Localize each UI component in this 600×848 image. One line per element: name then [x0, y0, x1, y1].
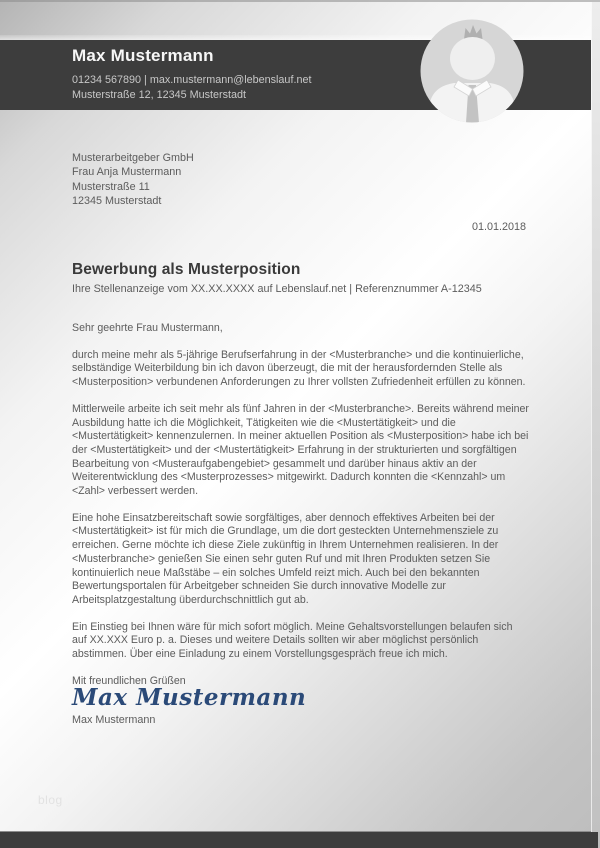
person-with-crown-icon [420, 19, 524, 123]
handwritten-signature: Max Mustermann [72, 684, 307, 712]
subject-block [72, 261, 528, 295]
signature-printed-name: Max Mustermann [72, 714, 156, 727]
page-top-edge [0, 0, 600, 2]
sender-header [72, 46, 311, 102]
page-right-edge [591, 2, 600, 832]
sender-address: Musterstraße 12, 12345 Musterstadt [72, 88, 247, 101]
head-shape [450, 37, 495, 80]
body-paragraph: Ein Einstieg bei Ihnen wäre für mich sofort möglich. Meine Gehaltsvorstellungen belaufen sich auf XX.XXX Euro p. a. Dieses und weitere Details sollten wir aber möglichst persönlich abstimmen. Über eine Einladung zu einem Vorstellungsgespräch freue ich mich. [72, 620, 513, 661]
watermark-text: blog [38, 793, 63, 807]
recipient-person: Frau Anja Mustermann [72, 166, 182, 179]
recipient-city: 12345 Musterstadt [72, 194, 162, 207]
sender-name: Max Mustermann [72, 46, 214, 65]
body-paragraph: Eine hohe Einsatzbereitschaft sowie sorgfältiges, aber dennoch effektives Arbeiten bei der <Mustertätigkeit> ist für mich die Grundlage, um die dort gesteckten Unternehmensziele zu erreichen. Gerne möchte ich diese Ziele zukünftig in Ihrem Unternehmen realisieren. In der <Musterbranche> genießen Sie einen sehr guten Ruf und mit Ihren Produkten setzen Sie kontinuierlich neue Maßstäbe – ein solches Umfeld reizt mich. Auch bei den bekannten Bewertungsportalen für Arbeitgeber schneiden Sie durch innovative Modelle zur Arbeitsplatzgestaltung überdurchschnittlich gut ab. [72, 511, 499, 606]
footer-band [0, 831, 598, 848]
avatar [420, 19, 524, 123]
letter-date: 01.01.2018 [471, 221, 526, 233]
salutation: Sehr geehrte Frau Mustermann, [72, 322, 223, 334]
subject-subtitle: Ihre Stellenanzeige vom XX.XX.XXXX auf Lebenslauf.net | Referenznummer A-12345 [72, 283, 482, 295]
sender-contact [72, 73, 311, 102]
letter-body [72, 322, 529, 728]
body-paragraph: Mittlerweile arbeite ich seit mehr als fünf Jahren in der <Musterbranche>. Bereits während meiner Ausbildung hatte ich die Möglichkeit, Tätigkeiten wie die <Mustertätigkeit> und die <Mustertätigkeit> kennenzulernen. In meiner aktuellen Position als <Musterposition> habe ich bei der <Mustertätigkeit> und der <Mustertätigkeit> Erfahrung in der strukturierten und sorgfältigen Bearbeitung von <Musteraufgabengebiet> gesammelt und darüber hinaus aktiv an der Weiterentwicklung des <Musterprozesses> mitgewirkt. Dadurch konnten die <Kennzahl> um <Zahl> verbessert werden. [72, 402, 529, 498]
sender-phone-email: 01234 567890 | max.mustermann@lebenslauf.net [72, 74, 312, 86]
subject-title: Bewerbung als Musterposition [72, 261, 301, 278]
recipient-company: Musterarbeitgeber GmbH [72, 152, 194, 164]
body-paragraph: durch meine mehr als 5-jährige Berufserfahrung in der <Musterbranche> und die kontinuierliche, selbständige Weiterbildung bin ich davon überzeugt, die mit der herausfordernden Stelle als <Musterposition> verbundenen Anforderungen zu Ihrer vollsten Zufriedenheit erfüllen zu können. [72, 348, 526, 389]
recipient-street: Musterstraße 11 [72, 180, 150, 193]
recipient-address [72, 151, 194, 208]
closing-phrase: Mit freundlichen Grüßen [72, 674, 186, 687]
